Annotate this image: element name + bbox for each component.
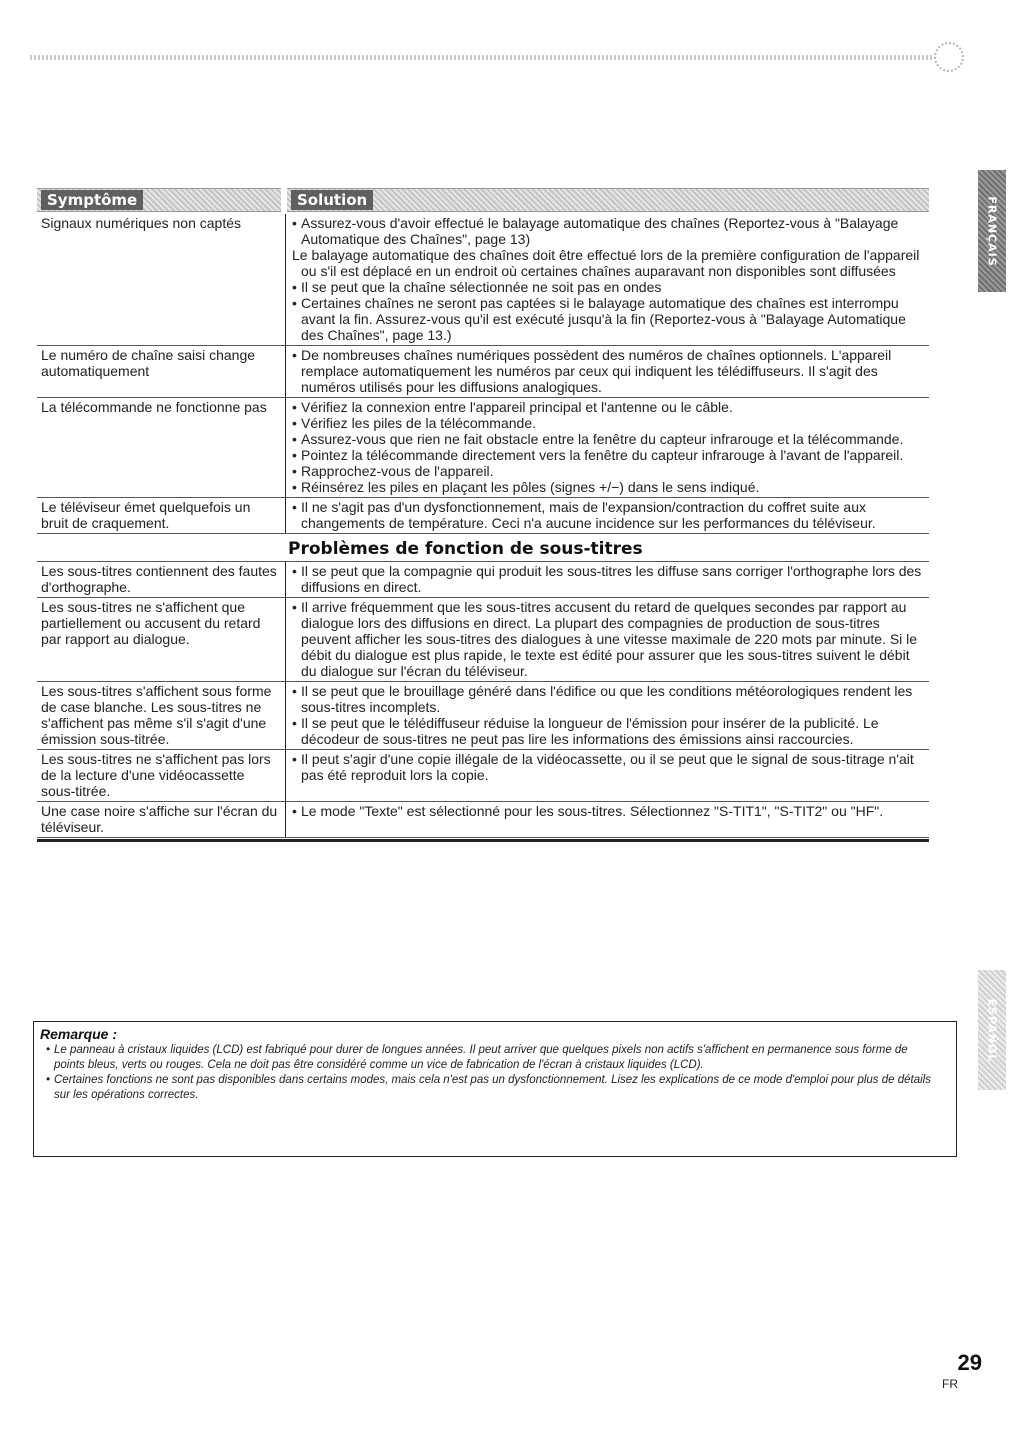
solution-cell [285, 750, 929, 801]
circle-ornament-icon [934, 42, 964, 72]
table-row [37, 214, 929, 346]
solution-item: • Vérifiez la connexion entre l'appareil principal et l'antenne ou le câble. [292, 399, 925, 415]
solution-item: • Il se peut que la compagnie qui produit les sous-titres les diffuse sans corriger l'orthographe lors des diffusions en direct. [292, 563, 925, 595]
subtitles-table-body [37, 562, 929, 838]
solution-item: • Il se peut que le télédiffuseur réduise la longueur de l'émission pour insérer de la publicité. Le décodeur de sous-titres ne peut pas lire les informations des émissions ainsi raccourcies. [292, 715, 925, 747]
solution-item: • De nombreuses chaînes numériques possèdent des numéros de chaînes optionnels. L'appareil remplace automatiquement les numéros par ceux qui indiquent les télédiffuseurs. Il s'agit des numéros utilisés pour les diffusions analogiques. [292, 347, 925, 395]
note-item: • Le panneau à cristaux liquides (LCD) est fabriqué pour durer de longues années. Il peut arriver que quelques pixels non actifs s'affichent en permanence sous forme de points bleus, verts ou rouges. Cela ne doit pas être considéré comme un vice de fabrication de l'écran à cristaux liquides (LCD). [40, 1043, 940, 1073]
top-dotted-rule [30, 55, 948, 60]
symptom-cell: Les sous-titres s'affichent sous forme de case blanche. Les sous-titres ne s'affichent pas même s'il s'agit d'une émission sous-titrée. [41, 683, 272, 747]
table-row [37, 598, 929, 682]
solution-item: • Le mode "Texte" est sélectionné pour les sous-titres. Sélectionnez "S-TIT1", "S-TIT2" ou "HF". [292, 803, 925, 819]
symptom-cell: Les sous-titres ne s'affichent pas lors de la lecture d'une vidéocassette sous-titrée. [41, 751, 271, 799]
solution-item: • Il ne s'agit pas d'un dysfonctionnement, mais de l'expansion/contraction du coffret suite aux changements de température. Ceci n'a aucune incidence sur les performances du téléviseur. [292, 499, 925, 531]
symptom-cell: Le numéro de chaîne saisi change automatiquement [41, 347, 256, 379]
side-tab-french: FRANÇAIS [978, 170, 1006, 292]
note-box [33, 1021, 957, 1157]
solution-cell [285, 346, 929, 397]
solution-item: Le balayage automatique des chaînes doit être effectué lors de la première configuration de l'appareil ou s'il est déplacé en un endroit où certaines chaînes auparavant non disponibles sont diffusées [292, 247, 920, 279]
symptom-cell: Signaux numériques non captés [41, 215, 242, 231]
note-title: Remarque : [40, 1026, 118, 1042]
table-row [37, 498, 929, 534]
header-symptom: Symptôme [41, 190, 143, 210]
note-item: • Certaines fonctions ne sont pas disponibles dans certains modes, mais cela n'est pas un dysfonctionnement. Lisez les explications de ce mode d'emploi pour plus de détails sur les opérations correctes. [40, 1073, 940, 1103]
solution-item: • Assurez-vous d'avoir effectué le balayage automatique des chaînes (Reportez-vous à "Balayage Automatique des Chaînes", page 13) [292, 215, 925, 247]
table-body [37, 214, 929, 534]
solution-item: • Assurez-vous que rien ne fait obstacle entre la fenêtre du capteur infrarouge et la télécommande. [292, 431, 925, 447]
header-solution: Solution [291, 190, 373, 210]
table-row [37, 802, 929, 838]
solution-cell [285, 682, 929, 749]
solution-cell [285, 802, 929, 837]
subtitles-section-heading: Problèmes de fonction de sous-titres [37, 534, 929, 562]
symptom-cell: Les sous-titres ne s'affichent que partiellement ou accusent du retard par rapport au dialogue. [41, 599, 261, 647]
solution-cell [285, 498, 929, 533]
solution-item: • Pointez la télécommande directement vers la fenêtre du capteur infrarouge à l'avant de l'appareil. [292, 447, 925, 463]
solution-item: • Vérifiez les piles de la télécommande. [292, 415, 925, 431]
symptom-cell: Une case noire s'affiche sur l'écran du téléviseur. [41, 803, 278, 835]
troubleshooting-table [37, 188, 929, 842]
table-row [37, 398, 929, 498]
symptom-cell: Les sous-titres contiennent des fautes d'orthographe. [41, 563, 277, 595]
solution-item: • Il peut s'agir d'une copie illégale de la vidéocassette, ou il se peut que le signal de sous-titrage n'ait pas été reproduit lors la copie. [292, 751, 925, 783]
solution-cell [285, 214, 929, 345]
side-tab-spanish: ESPAÑOL [978, 970, 1006, 1090]
solution-item: • Il se peut que le brouillage généré dans l'édifice ou que les conditions météorologiques rendent les sous-titres incomplets. [292, 683, 925, 715]
table-header [37, 188, 929, 212]
table-end-rule [37, 839, 929, 842]
table-row [37, 562, 929, 598]
solution-item: • Certaines chaînes ne seront pas captées si le balayage automatique des chaînes est interrompu avant la fin. Assurez-vous qu'il est exécuté jusqu'à la fin (Reportez-vous à "Balayage Automatique des Chaînes", page 13.) [292, 295, 925, 343]
table-row [37, 346, 929, 398]
solution-item: • Il se peut que la chaîne sélectionnée ne soit pas en ondes [292, 279, 925, 295]
table-row [37, 750, 929, 802]
solution-item: • Il arrive fréquemment que les sous-titres accusent du retard de quelques secondes par rapport au dialogue lors des diffusions en direct. La plupart des compagnies de production de sous-titres peuvent afficher les sous-titres des dialogues à une vitesse maximale de 220 mots par minute. Si le débit du dialogue est plus rapide, le texte est édité pour assurer que les sous-titres suivent le débit du dialogue sur l'écran du téléviseur. [292, 599, 925, 679]
solution-item: • Réinsérez les piles en plaçant les pôles (signes +/−) dans le sens indiqué. [292, 479, 925, 495]
table-row [37, 682, 929, 750]
page-language: FR [942, 1377, 958, 1391]
solution-cell [285, 398, 929, 497]
page-number: 29 [957, 1350, 982, 1375]
symptom-cell: Le téléviseur émet quelquefois un bruit de craquement. [41, 499, 251, 531]
solution-cell [285, 562, 929, 597]
symptom-cell: La télécommande ne fonctionne pas [41, 399, 267, 415]
solution-item: • Rapprochez-vous de l'appareil. [292, 463, 925, 479]
solution-cell [285, 598, 929, 681]
